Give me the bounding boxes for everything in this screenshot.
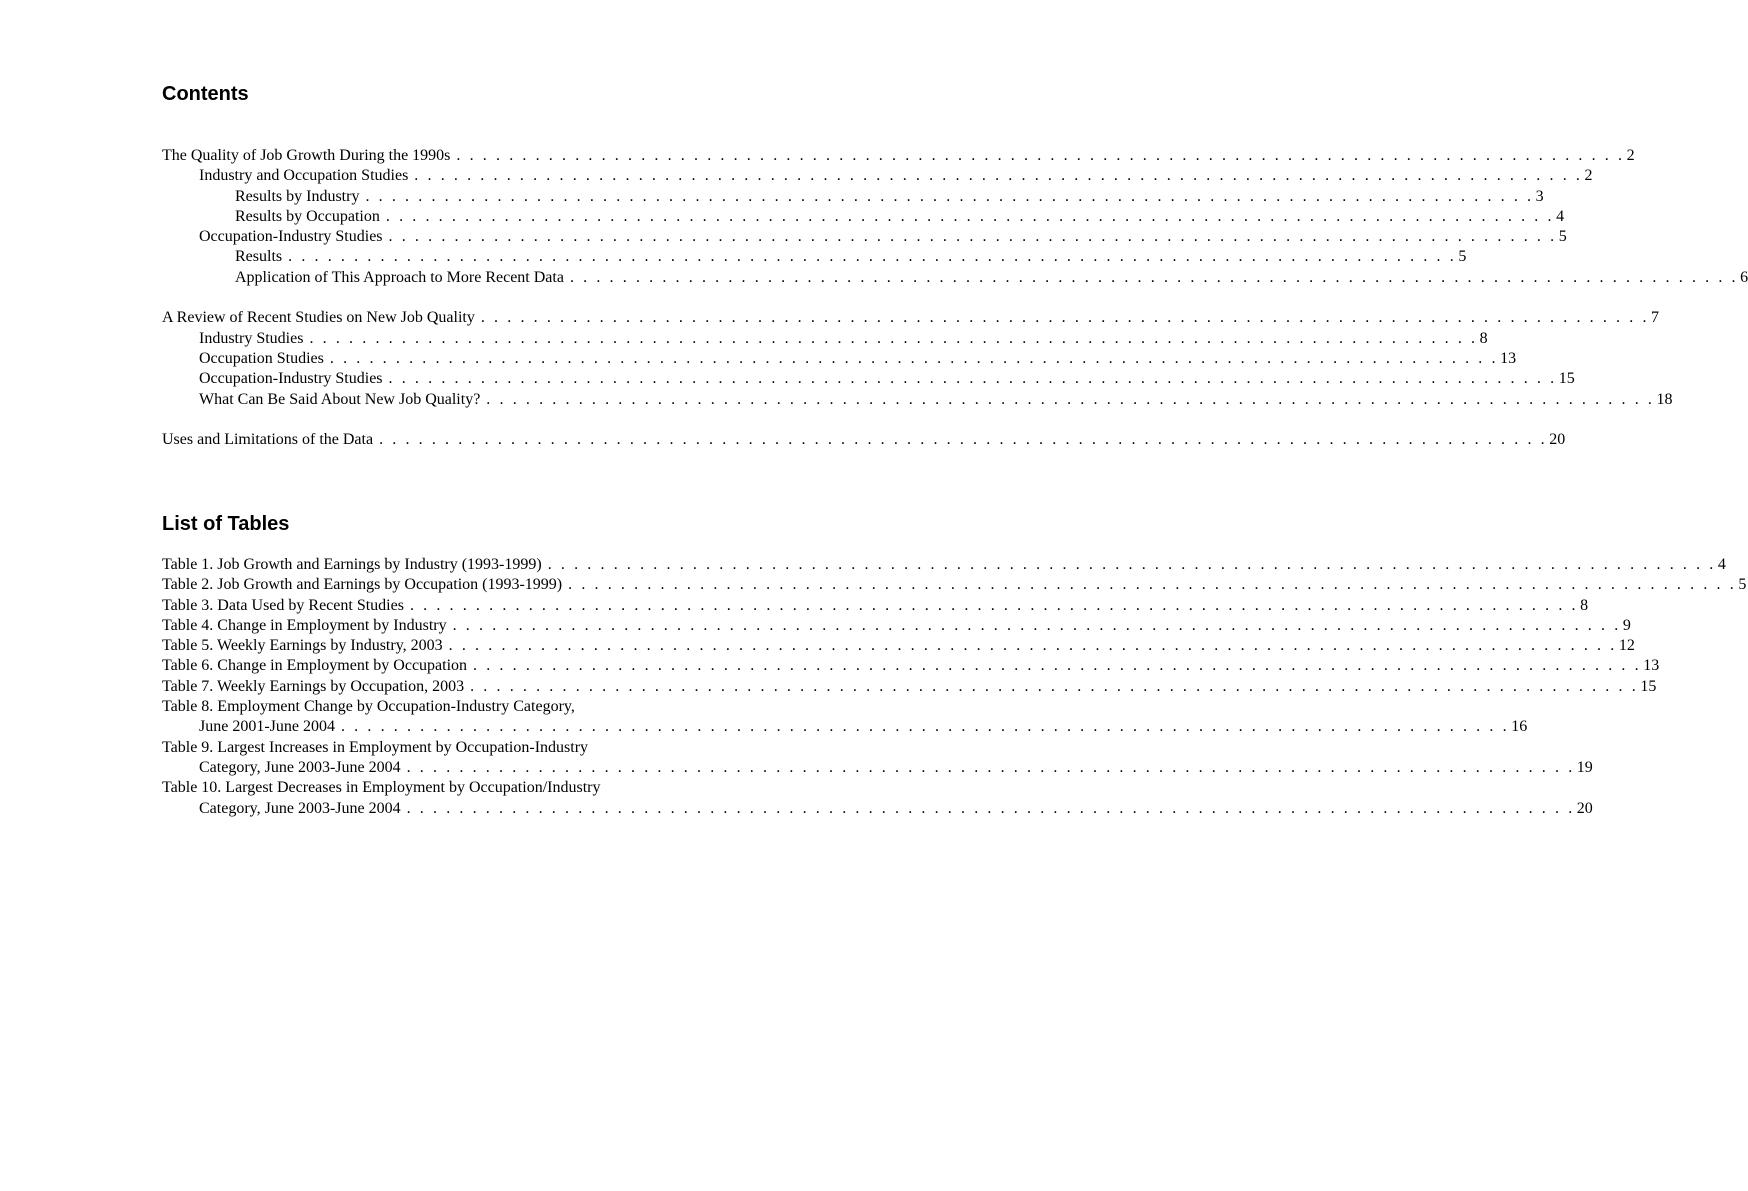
table-entry-title: Table 5. Weekly Earnings by Industry, 2003 xyxy=(162,637,443,655)
dot-leader: . . . . . . . . . . . . . . . . . . . . . . . . . . . . . . . . . . . . . . . . . . . . . . . . . . . . . . . . . . . . . . . . . . . . . . . . . . . . . . . . . . . . . . . . . xyxy=(456,147,1625,164)
toc-entry-title: Uses and Limitations of the Data xyxy=(162,431,374,449)
table-entry-title: Table 6. Change in Employment by Occupation xyxy=(162,657,468,675)
dot-leader: . . . . . . . . . . . . . . . . . . . . . . . . . . . . . . . . . . . . . . . . . . . . . . . . . . . . . . . . . . . . . . . . . . . . . . . . . . . . . . . . . . . . . . . . . xyxy=(329,349,1499,367)
toc-entry-page: 2 xyxy=(1626,147,1635,164)
toc-entry-page: 3 xyxy=(1535,187,1544,205)
toc-entry-page: 2 xyxy=(1584,167,1593,185)
table-of-contents xyxy=(162,146,1748,450)
toc-entry-title: Industry Studies xyxy=(199,329,304,347)
table-entry-first-line[interactable] xyxy=(162,738,758,758)
toc-entry-title: Results by Industry xyxy=(235,187,360,205)
dot-leader: . . . . . . . . . . . . . . . . . . . . . . . . . . . . . . . . . . . . . . . . . . . . . . . . . . . . . . . . . . . . . . . . . . . . . . . . . . . . . . . . . . . . . . . . . xyxy=(569,268,1739,286)
table-entry[interactable] xyxy=(162,636,1635,656)
dot-leader: . . . . . . . . . . . . . . . . . . . . . . . . . . . . . . . . . . . . . . . . . . . . . . . . . . . . . . . . . . . . . . . . . . . . . . . . . . . . . . . . . . . . . . . . . xyxy=(473,657,1642,675)
dot-leader: . . . . . . . . . . . . . . . . . . . . . . . . . . . . . . . . . . . . . . . . . . . . . . . . . . . . . . . . . . . . . . . . . . . . . . . . . . . . . . . . . . . . . . . . . xyxy=(388,370,1557,388)
dot-leader: . . . . . . . . . . . . . . . . . . . . . . . . . . . . . . . . . . . . . . . . . . . . . . . . . . . . . . . . . . . . . . . . . . . . . . . . . . . . . . . . . . . . . . . . . xyxy=(409,596,1579,614)
table-entry[interactable] xyxy=(162,677,1657,697)
dot-leader: . . . . . . . . . . . . . . . . . . . . . . . . . . . . . . . . . . . . . . . . . . . . . . . . . . . . . . . . . . . . . . . . . . . . . . . . . . . . . . . . . . . . . . . . . xyxy=(414,167,1583,185)
toc-entry-page: 7 xyxy=(1651,309,1660,327)
table-entry-title-continued: Category, June 2003-June 2004 xyxy=(199,799,401,817)
table-entry-page: 16 xyxy=(1511,718,1528,736)
table-entry-title: Table 4. Change in Employment by Industry xyxy=(162,616,447,634)
section-gap xyxy=(162,288,758,308)
table-entry[interactable] xyxy=(162,596,1589,616)
table-entry-page: 9 xyxy=(1622,616,1631,634)
toc-entry-title: A Review of Recent Studies on New Job Quality xyxy=(162,309,475,327)
list-of-tables xyxy=(162,555,1747,819)
dot-leader: . . . . . . . . . . . . . . . . . . . . . . . . . . . . . . . . . . . . . . . . . . . . . . . . . . . . . . . . . . . . . . . . . . . . . . . . . . . . . . . . . . . . . . . . . xyxy=(365,187,1534,205)
table-entry-continuation[interactable] xyxy=(162,717,1528,737)
toc-entry-page: 8 xyxy=(1479,329,1488,347)
table-entry[interactable] xyxy=(162,656,1660,676)
table-entry-page: 20 xyxy=(1576,799,1593,817)
dot-leader: . . . . . . . . . . . . . . . . . . . . . . . . . . . . . . . . . . . . . . . . . . . . . . . . . . . . . . . . . . . . . . . . . . . . . . . . . . . . . . . . . . . . . . . . . xyxy=(486,390,1655,408)
toc-entry-page: 5 xyxy=(1558,228,1567,246)
table-entry[interactable] xyxy=(162,555,1726,575)
toc-entry-page: 18 xyxy=(1656,390,1673,408)
dot-leader: . . . . . . . . . . . . . . . . . . . . . . . . . . . . . . . . . . . . . . . . . . . . . . . . . . . . . . . . . . . . . . . . . . . . . . . . . . . . . . . . . . . . . . . . . xyxy=(470,677,1639,695)
table-entry-title: Table 3. Data Used by Recent Studies xyxy=(162,596,404,614)
toc-entry-title: Application of This Approach to More Recent Data xyxy=(235,268,564,286)
table-entry-first-line[interactable] xyxy=(162,778,758,798)
toc-entry[interactable] xyxy=(162,187,1544,207)
dot-leader: . . . . . . . . . . . . . . . . . . . . . . . . . . . . . . . . . . . . . . . . . . . . . . . . . . . . . . . . . . . . . . . . . . . . . . . . . . . . . . . . . . . . . . . . . xyxy=(340,718,1510,736)
toc-entry[interactable] xyxy=(162,390,1673,410)
dot-leader: . . . . . . . . . . . . . . . . . . . . . . . . . . . . . . . . . . . . . . . . . . . . . . . . . . . . . . . . . . . . . . . . . . . . . . . . . . . . . . . . . . . . . . . . . xyxy=(547,556,1716,573)
dot-leader: . . . . . . . . . . . . . . . . . . . . . . . . . . . . . . . . . . . . . . . . . . . . . . . . . . . . . . . . . . . . . . . . . . . . . . . . . . . . . . . . . . . . . . . . . xyxy=(568,576,1737,594)
toc-entry[interactable] xyxy=(162,227,1567,247)
dot-leader: . . . . . . . . . . . . . . . . . . . . . . . . . . . . . . . . . . . . . . . . . . . . . . . . . . . . . . . . . . . . . . . . . . . . . . . . . . . . . . . . . . . . . . . . . xyxy=(309,329,1478,347)
dot-leader: . . . . . . . . . . . . . . . . . . . . . . . . . . . . . . . . . . . . . . . . . . . . . . . . . . . . . . . . . . . . . . . . . . . . . . . . . . . . . . . . . . . . . . . . . xyxy=(385,207,1555,225)
toc-entry[interactable] xyxy=(162,369,1575,389)
table-entry-title: Table 10. Largest Decreases in Employment by Occupation/Industry xyxy=(162,779,601,797)
toc-entry[interactable] xyxy=(162,146,1635,166)
table-entry[interactable] xyxy=(162,575,1747,595)
table-entry-page: 5 xyxy=(1738,576,1747,594)
toc-entry[interactable] xyxy=(162,247,1467,267)
table-entry-continuation[interactable] xyxy=(162,799,1593,819)
table-entry-page: 4 xyxy=(1717,556,1726,573)
table-entry-page: 19 xyxy=(1576,758,1593,776)
table-entry[interactable] xyxy=(162,616,1631,636)
dot-leader: . . . . . . . . . . . . . . . . . . . . . . . . . . . . . . . . . . . . . . . . . . . . . . . . . . . . . . . . . . . . . . . . . . . . . . . . . . . . . . . . . . . . . . . . . xyxy=(379,431,1548,449)
toc-entry-title: Occupation Studies xyxy=(199,349,324,367)
table-entry-page: 12 xyxy=(1618,637,1635,655)
toc-entry-title: Occupation-Industry Studies xyxy=(199,228,383,246)
toc-entry-page: 20 xyxy=(1549,431,1566,449)
toc-entry[interactable] xyxy=(162,166,1593,186)
table-entry-page: 15 xyxy=(1640,677,1657,695)
table-entry-first-line[interactable] xyxy=(162,697,758,717)
dot-leader: . . . . . . . . . . . . . . . . . . . . . . . . . . . . . . . . . . . . . . . . . . . . . . . . . . . . . . . . . . . . . . . . . . . . . . . . . . . . . . . . . . . . . . . . . xyxy=(452,616,1621,634)
toc-entry-title: Results by Occupation xyxy=(235,207,380,225)
list-of-tables-heading: List of Tables xyxy=(162,513,290,535)
table-entry-title: Table 1. Job Growth and Earnings by Industry (1993-1999) xyxy=(162,556,542,573)
toc-entry-page: 13 xyxy=(1500,349,1517,367)
dot-leader: . . . . . . . . . . . . . . . . . . . . . . . . . . . . . . . . . . . . . . . . . . . . . . . . . . . . . . . . . . . . . . . . . . . . . . . . . . . . . . . . . . . . . . . . . xyxy=(448,637,1617,655)
table-entry-title: Table 8. Employment Change by Occupation-Industry Category, xyxy=(162,698,575,716)
toc-entry[interactable] xyxy=(162,207,1565,227)
toc-entry[interactable] xyxy=(162,268,1748,288)
dot-leader: . . . . . . . . . . . . . . . . . . . . . . . . . . . . . . . . . . . . . . . . . . . . . . . . . . . . . . . . . . . . . . . . . . . . . . . . . . . . . . . . . . . . . . . . . xyxy=(388,228,1557,246)
dot-leader: . . . . . . . . . . . . . . . . . . . . . . . . . . . . . . . . . . . . . . . . . . . . . . . . . . . . . . . . . . . . . . . . . . . . . . . . . . . . . . . . . . . . . . . . . xyxy=(406,758,1575,776)
toc-entry-page: 6 xyxy=(1740,268,1748,286)
toc-entry-title: Occupation-Industry Studies xyxy=(199,370,383,388)
table-entry-title-continued: June 2001-June 2004 xyxy=(199,718,335,736)
contents-heading: Contents xyxy=(162,83,249,105)
toc-entry[interactable] xyxy=(162,308,1660,328)
dot-leader: . . . . . . . . . . . . . . . . . . . . . . . . . . . . . . . . . . . . . . . . . . . . . . . . . . . . . . . . . . . . . . . . . . . . . . . . . . . . . . . . . . . . . . . . . xyxy=(406,799,1575,817)
toc-entry-title: Industry and Occupation Studies xyxy=(199,167,409,185)
toc-entry-title: What Can Be Said About New Job Quality? xyxy=(199,390,481,408)
toc-entry-title: The Quality of Job Growth During the 1990s xyxy=(162,147,451,164)
table-entry-page: 8 xyxy=(1580,596,1589,614)
toc-entry-page: 5 xyxy=(1458,248,1467,266)
toc-entry-title: Results xyxy=(235,248,283,266)
table-entry-page: 13 xyxy=(1643,657,1660,675)
toc-entry[interactable] xyxy=(162,349,1517,369)
table-entry-title: Table 2. Job Growth and Earnings by Occupation (1993-1999) xyxy=(162,576,563,594)
toc-entry-page: 4 xyxy=(1556,207,1565,225)
dot-leader: . . . . . . . . . . . . . . . . . . . . . . . . . . . . . . . . . . . . . . . . . . . . . . . . . . . . . . . . . . . . . . . . . . . . . . . . . . . . . . . . . . . . . . . . . xyxy=(288,248,1457,266)
table-entry-title: Table 7. Weekly Earnings by Occupation, 2003 xyxy=(162,677,465,695)
table-entry-title: Table 9. Largest Increases in Employment by Occupation-Industry xyxy=(162,738,589,756)
toc-entry[interactable] xyxy=(162,329,1488,349)
toc-entry[interactable] xyxy=(162,430,1566,450)
table-entry-title-continued: Category, June 2003-June 2004 xyxy=(199,758,401,776)
table-entry-continuation[interactable] xyxy=(162,758,1593,778)
toc-entry-page: 15 xyxy=(1558,370,1575,388)
dot-leader: . . . . . . . . . . . . . . . . . . . . . . . . . . . . . . . . . . . . . . . . . . . . . . . . . . . . . . . . . . . . . . . . . . . . . . . . . . . . . . . . . . . . . . . . . xyxy=(480,309,1650,327)
section-gap xyxy=(162,410,758,430)
